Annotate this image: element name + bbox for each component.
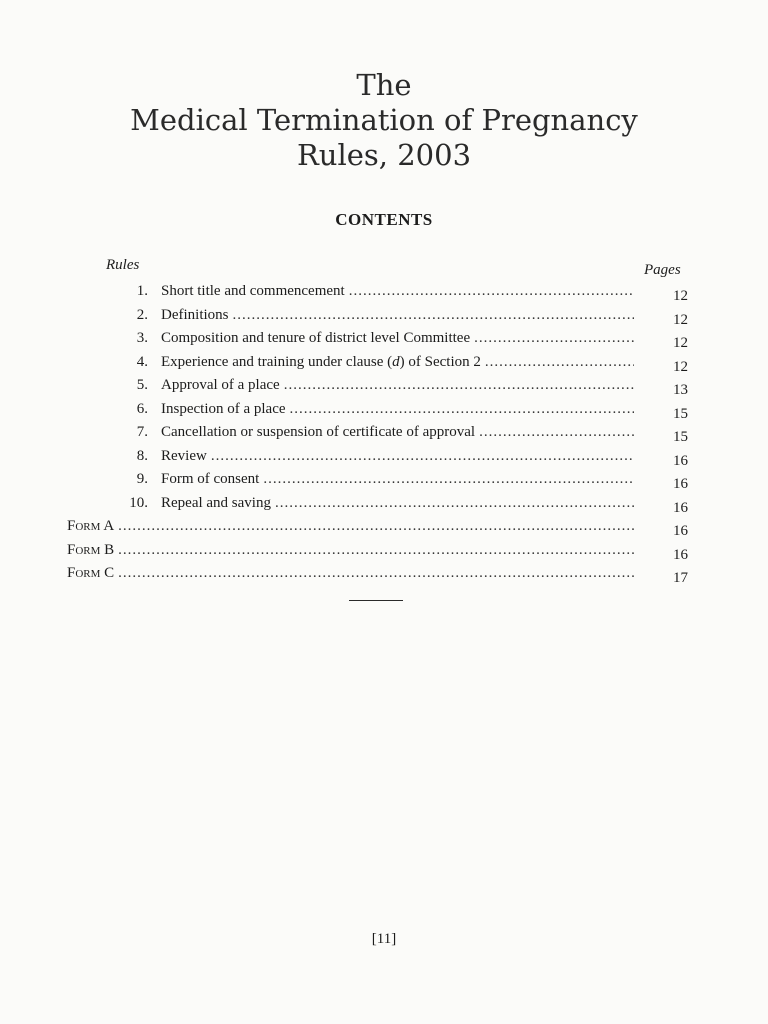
leader-dots [284,375,634,395]
leader-dots [211,446,634,466]
toc-row-rule-8 [0,446,768,470]
leader-dots [349,281,634,301]
document-title [0,68,768,173]
leader-dots [485,352,634,372]
page-ref: 12 [673,311,688,328]
toc-row-rule-10 [0,493,768,517]
rule-title: Cancellation or suspension of certificate of approval [161,424,476,440]
leader-dots [263,469,634,489]
leader-dots [290,399,634,419]
page-ref: 16 [673,476,688,492]
title-line-2: Medical Termination of Pregnancy [130,103,638,137]
leader-dots [118,563,634,583]
toc-row-form-c [0,563,768,587]
rule-title: Approval of a place [161,377,280,393]
contents-heading: CONTENTS [335,210,433,229]
toc-row-rule-5 [0,375,768,399]
rule-title: Review [161,447,207,464]
toc-row-rule-3 [0,328,768,352]
page-ref: 16 [673,546,688,563]
pages-column-label: Pages [644,262,681,278]
page-ref: 12 [673,288,688,304]
rule-title: Inspection of a place [161,400,286,417]
page-ref: 15 [673,405,688,422]
rule-title: Short title and commencement [161,283,345,299]
form-title: Form B [67,541,115,558]
rule-number: 1. [136,283,148,299]
rule-number: 5. [136,377,148,393]
section-divider [349,600,403,601]
form-title: Form C [67,565,115,581]
toc-row-rule-6 [0,399,768,423]
leader-dots [233,305,635,325]
leader-dots [118,516,634,536]
rule-number: 2. [136,306,148,323]
toc-row-form-b [0,540,768,564]
toc-row-rule-9 [0,469,768,493]
page-ref: 12 [673,358,688,375]
title-line-3: Rules, 2003 [296,138,472,172]
page-ref: 12 [673,335,688,351]
page-ref: 16 [673,452,688,469]
rule-number: 8. [136,447,148,464]
rule-number: 9. [136,471,148,487]
title-line-1: The [356,68,412,102]
page-ref: 15 [673,429,688,445]
form-title: Form A [67,518,115,534]
table-of-contents [0,281,768,587]
toc-row-rule-1 [0,281,768,305]
rule-number: 7. [136,424,148,440]
toc-row-rule-2 [0,305,768,329]
rule-number: 3. [136,330,148,346]
leader-dots [474,328,634,348]
rule-title: Composition and tenure of district level Committee [161,330,471,346]
rule-number: 10. [129,494,148,511]
rule-title: Definitions [161,306,229,323]
page-ref: 16 [673,499,688,516]
page-number: [11] [371,931,397,947]
leader-dots [118,540,634,560]
page-ref: 16 [673,523,688,539]
rule-title: Repeal and saving [161,494,271,511]
toc-row-rule-7 [0,422,768,446]
rule-number: 4. [136,353,148,370]
rules-column-label: Rules [106,257,140,273]
page-ref: 13 [673,382,688,398]
leader-dots [275,493,634,513]
rule-number: 6. [136,400,148,417]
toc-row-form-a [0,516,768,540]
rule-title: Experience and training under clause (d) of Section 2 [161,353,481,370]
page-ref: 17 [673,570,688,586]
leader-dots [479,422,634,442]
rule-title: Form of consent [161,471,260,487]
toc-row-rule-4 [0,352,768,376]
